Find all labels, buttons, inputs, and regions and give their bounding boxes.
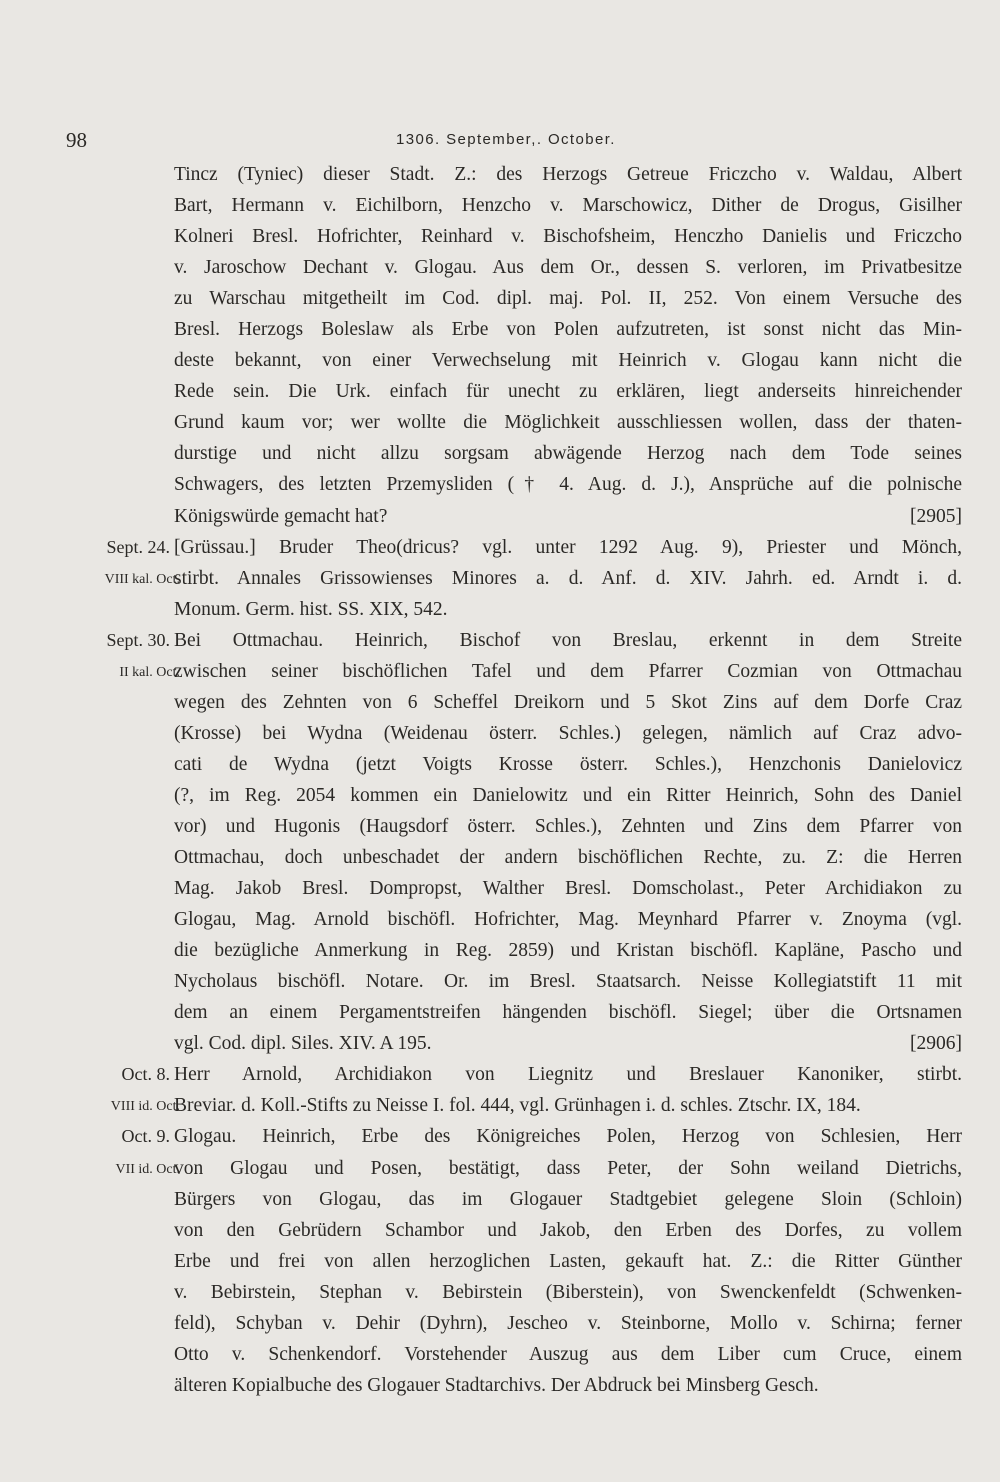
regest-entry bbox=[72, 164, 962, 537]
text-line bbox=[72, 1158, 962, 1189]
line-text: Otto v. Schenkendorf. Vorstehender Auszug aus dem Liber cum Cruce, einem bbox=[174, 1343, 962, 1365]
line-text: Bart, Hermann v. Eichilborn, Henzcho v. Marschowicz, Dither de Drogus, Gisilher bbox=[174, 195, 962, 217]
line-text: v. Bebirstein, Stephan v. Bebirstein (Biberstein), von Swenckenfeldt (Schwenken- bbox=[174, 1281, 962, 1303]
line-text: durstige und nicht allzu sorgsam abwägende Herzog nach dem Tode seines bbox=[174, 443, 962, 465]
line-text: Bei Ottmachau. Heinrich, Bischof von Breslau, erkennt in dem Streite bbox=[174, 629, 962, 651]
margin-roman-date: VII id. Oct. bbox=[115, 1161, 180, 1177]
margin-date: Sept. 24. bbox=[106, 536, 170, 557]
line-text: Erbe und frei von allen herzoglichen Lasten, gekauft hat. Z.: die Ritter Günther bbox=[174, 1250, 962, 1272]
margin-roman-date: VIII kal. Oct. bbox=[104, 571, 180, 587]
line-text: Grund kaum vor; wer wollte die Möglichkeit ausschliessen wollen, dass der thaten- bbox=[174, 412, 962, 434]
text-line bbox=[72, 1126, 962, 1157]
text-line bbox=[72, 443, 962, 474]
text-line bbox=[72, 1220, 962, 1251]
line-text: feld), Schyban v. Dehir (Dyhrn), Jescheo v. Steinborne, Mollo v. Schirna; ferner bbox=[174, 1312, 962, 1334]
text-line bbox=[72, 506, 962, 537]
running-title: 1306. September,. October. bbox=[396, 131, 616, 148]
text-line bbox=[72, 847, 962, 878]
line-text: stirbt. Annales Grissowienses Minores a. d. Anf. d. XIV. Jahrh. ed. Arndt i. d. bbox=[174, 567, 962, 589]
text-line bbox=[72, 1095, 962, 1126]
text-line bbox=[72, 971, 962, 1002]
text-line bbox=[72, 319, 962, 350]
line-text: Nycholaus bischöfl. Notare. Or. im Bresl. Staatsarch. Neisse Kollegiatstift 11 mit bbox=[174, 971, 962, 993]
text-line bbox=[72, 816, 962, 847]
line-text: Glogau. Heinrich, Erbe des Königreiches Polen, Herzog von Schlesien, Herr bbox=[174, 1126, 962, 1148]
line-text: älteren Kopialbuche des Glogauer Stadtarchivs. Der Abdruck bei Minsberg Gesch. bbox=[174, 1374, 819, 1396]
line-text: deste bekannt, von einer Verwechselung mit Heinrich v. Glogau kann nicht die bbox=[174, 350, 962, 372]
register-number: [2906] bbox=[910, 1033, 962, 1055]
line-text: Breviar. d. Koll.-Stifts zu Neisse I. fol. 444, vgl. Grünhagen i. d. schles. Ztschr. IX, 184. bbox=[174, 1095, 861, 1117]
text-line bbox=[72, 1189, 962, 1220]
line-text: Herr Arnold, Archidiakon von Liegnitz und Breslauer Kanoniker, stirbt. bbox=[174, 1064, 962, 1086]
margin-date: Oct. 8. bbox=[121, 1064, 170, 1085]
text-line bbox=[72, 630, 962, 661]
text-line bbox=[72, 661, 962, 692]
text-line bbox=[72, 1282, 962, 1313]
line-text: dem an einem Pergamentstreifen hängenden bischöfl. Siegel; über die Ortsnamen bbox=[174, 1002, 962, 1024]
line-text: Mag. Jakob Bresl. Dompropst, Walther Bresl. Domscholast., Peter Archidiakon zu bbox=[174, 878, 962, 900]
text-line bbox=[72, 785, 962, 816]
line-text: Tincz (Tyniec) dieser Stadt. Z.: des Herzogs Getreue Friczcho v. Waldau, Albert bbox=[174, 164, 962, 185]
line-text: v. Jaroschow Dechant v. Glogau. Aus dem Or., dessen S. verloren, im Privatbesitze bbox=[174, 257, 962, 279]
text-line bbox=[72, 195, 962, 226]
line-text: zwischen seiner bischöflichen Tafel und dem Pfarrer Cozmian von Ottmachau bbox=[174, 660, 962, 682]
line-text: vgl. Cod. dipl. Siles. XIV. A 195. bbox=[174, 1033, 432, 1055]
text-line bbox=[72, 1251, 962, 1282]
line-text: die bezügliche Anmerkung in Reg. 2859) und Kristan bischöfl. Kapläne, Pascho und bbox=[174, 940, 962, 962]
text-line bbox=[72, 412, 962, 443]
text-line bbox=[72, 723, 962, 754]
text-line bbox=[72, 1064, 962, 1095]
line-text: Glogau, Mag. Arnold bischöfl. Hofrichter, Mag. Meynhard Pfarrer v. Znoyma (vgl. bbox=[174, 909, 962, 931]
margin-roman-date: VIII id. Oct. bbox=[110, 1099, 180, 1115]
line-text: wegen des Zehnten von 6 Scheffel Dreikorn und 5 Skot Zins auf dem Dorfe Craz bbox=[174, 691, 962, 713]
line-text: (Krosse) bei Wydna (Weidenau österr. Schles.) gelegen, nämlich auf Craz advo- bbox=[174, 722, 962, 744]
line-text: vor) und Hugonis (Haugsdorf österr. Schles.), Zehnten und Zins dem Pfarrer von bbox=[174, 815, 962, 837]
text-line bbox=[72, 381, 962, 412]
line-text: Bürgers von Glogau, das im Glogauer Stadtgebiet gelegene Sloin (Schloin) bbox=[174, 1188, 962, 1210]
text-line bbox=[72, 1313, 962, 1344]
document-body bbox=[72, 164, 962, 1406]
text-line bbox=[72, 1344, 962, 1375]
regest-entry bbox=[72, 1126, 962, 1405]
line-text: Monum. Germ. hist. SS. XIX, 542. bbox=[174, 598, 448, 620]
page-number: 98 bbox=[66, 128, 87, 152]
text-line bbox=[72, 754, 962, 785]
text-line bbox=[72, 288, 962, 319]
line-text: Königswürde gemacht hat? bbox=[174, 505, 388, 527]
running-head bbox=[66, 128, 966, 154]
margin-roman-date: II kal. Oct. bbox=[119, 664, 180, 680]
line-text: cati de Wydna (jetzt Voigts Krosse österr. Schles.), Henzchonis Danielovicz bbox=[174, 753, 962, 775]
line-text: [Grüssau.] Bruder Theo(dricus? vgl. unter 1292 Aug. 9), Priester und Mönch, bbox=[174, 536, 962, 558]
text-line bbox=[72, 1375, 962, 1406]
text-line bbox=[72, 164, 962, 195]
text-line bbox=[72, 257, 962, 288]
line-text: (?, im Reg. 2054 kommen ein Danielowitz und ein Ritter Heinrich, Sohn des Daniel bbox=[174, 784, 962, 806]
text-line bbox=[72, 568, 962, 599]
text-line bbox=[72, 878, 962, 909]
regest-entry bbox=[72, 1064, 962, 1126]
line-text: Rede sein. Die Urk. einfach für unecht zu erklären, liegt anderseits hinreichender bbox=[174, 381, 962, 403]
register-number: [2905] bbox=[910, 505, 962, 527]
text-line bbox=[72, 537, 962, 568]
line-text: Bresl. Herzogs Boleslaw als Erbe von Polen aufzutreten, ist sonst nicht das Min- bbox=[174, 319, 962, 341]
text-line bbox=[72, 599, 962, 630]
line-text: von den Gebrüdern Schambor und Jakob, den Erben des Dorfes, zu vollem bbox=[174, 1219, 962, 1241]
text-line bbox=[72, 909, 962, 940]
margin-date: Sept. 30. bbox=[106, 629, 170, 650]
text-line bbox=[72, 350, 962, 381]
text-line bbox=[72, 940, 962, 971]
line-text: Kolneri Bresl. Hofrichter, Reinhard v. Bischofsheim, Henczho Danielis und Friczcho bbox=[174, 226, 962, 248]
text-line bbox=[72, 474, 962, 505]
text-line bbox=[72, 1002, 962, 1033]
line-text: Ottmachau, doch unbeschadet der andern bischöflichen Rechte, zu. Z: die Herren bbox=[174, 847, 962, 869]
text-line bbox=[72, 1033, 962, 1064]
text-line bbox=[72, 692, 962, 723]
text-line bbox=[72, 226, 962, 257]
line-text: zu Warschau mitgetheilt im Cod. dipl. maj. Pol. II, 252. Von einem Versuche des bbox=[174, 288, 962, 310]
regest-entry bbox=[72, 630, 962, 1065]
margin-date: Oct. 9. bbox=[121, 1126, 170, 1147]
line-text: Schwagers, des letzten Przemysliden († 4. Aug. d. J.), Ansprüche auf die polnische bbox=[174, 474, 962, 496]
regest-entry bbox=[72, 537, 962, 630]
line-text: von Glogau und Posen, bestätigt, dass Peter, der Sohn weiland Dietrichs, bbox=[174, 1157, 962, 1179]
